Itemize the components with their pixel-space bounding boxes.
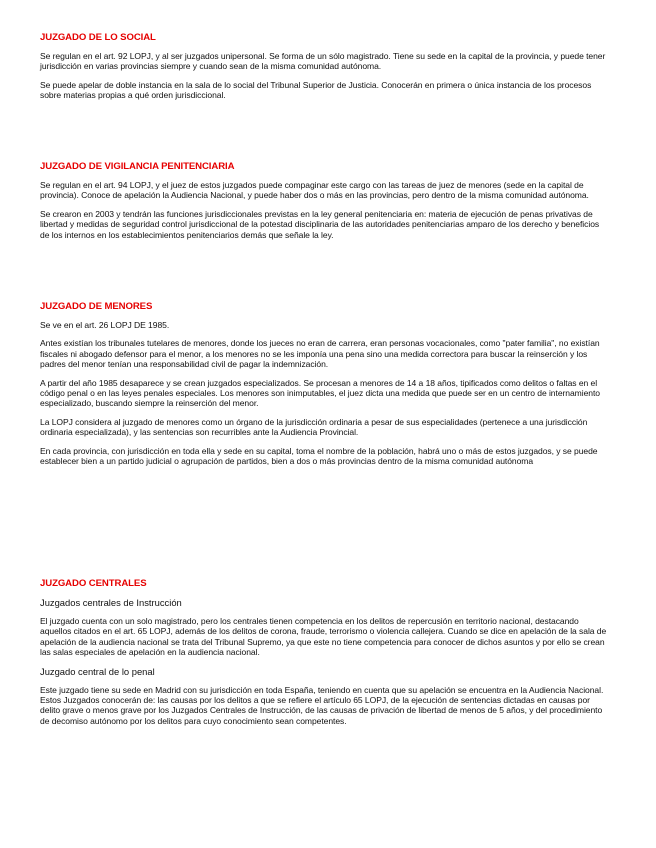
section-title: JUZGADO CENTRALES [40, 578, 147, 589]
subsection-title: Juzgados centrales de Instrucción [40, 597, 182, 608]
section-juzgados-centrales [40, 578, 608, 734]
paragraph: Este juzgado tiene su sede en Madrid con su jurisdicción en toda España, teniendo en cuenta que su apelación se encuentra en la Audiencia Nacional. Estos Juzgados conocerán de: las causas por los delitos a que se refiere el artículo 65 LOPJ, de la ejecución de sentencias dictadas en causas por delito grave o menos grave por los Juzgados Centrales de Instrucción, de las causas de privación de libertad de menos de 5 años, y del procedimiento de decomiso autónomo por los delitos para cuyo conocimiento sean competentes. [40, 684, 604, 726]
paragraph: Se regulan en el art. 92 LOPJ, y al ser juzgados unipersonal. Se forma de un sólo magistrado. Tiene su sede en la capital de la provincia, y puede tener jurisdicción en varias provincias siempre y cuando sean de la misma comunidad autónoma. [40, 51, 606, 72]
section-title: JUZGADO DE MENORES [40, 301, 153, 312]
paragraph: Se puede apelar de doble instancia en la sala de lo social del Tribunal Superior de Justicia. Conocerán en primera o única instancia de los procesos sobre materias propias a qué orden jurisdiccional. [40, 79, 592, 101]
section-vigilancia-penitenciaria [40, 161, 608, 248]
paragraph: Se regulan en el art. 94 LOPJ, y el juez de estos juzgados puede compaginar este cargo con las tareas de juez de menores (sede en la capital de provincia). Conoce de apelación la Audiencia Nacional, y puede haber dos o más en las provincias, pero dentro de la misma comunidad autónoma. [40, 180, 589, 201]
section-title: JUZGADO DE VIGILANCIA PENITENCIARIA [40, 161, 235, 172]
section-title: JUZGADO DE LO SOCIAL [40, 32, 156, 43]
section-juzgado-social [40, 32, 608, 109]
paragraph: A partir del año 1985 desaparece y se crean juzgados especializados. Se procesan a menores de 14 a 18 años, tipificados como delitos o faltas en el código penal o en las leyes penales especiales. Los menores son inimputables, el juez dicta una medida que puede ser en un centro de internamiento especializado, buscando siempre la reinserción del menor. [40, 377, 600, 409]
paragraph: Se crearon en 2003 y tendrán las funciones jurisdiccionales previstas en la ley general penitenciaria en: materia de ejecución de penas privativas de libertad y medidas de seguridad control jurisdiccional de la potestad disciplinaria de las autoridades penitenciarias amparo de los derecho y beneficios de los internos en los establecimientos penitenciarios demás que señale la ley. [40, 208, 600, 240]
paragraph: En cada provincia, con jurisdicción en toda ella y sede en su capital, toma el nombre de la población, habrá uno o más de estos juzgados, y se puede establecer bien a un partido judicial o agrupación de partidos, bien a dos o más provincias dentro de la misma comunidad autónoma [40, 445, 598, 467]
paragraph: Se ve en el art. 26 LOPJ DE 1985. [40, 320, 170, 330]
section-juzgado-menores [40, 301, 608, 474]
subsection-title: Juzgado central de lo penal [40, 665, 155, 677]
paragraph: El juzgado cuenta con un solo magistrado, pero los centrales tienen competencia en los delitos de repercusión en territorio nacional, destacando aquellos citados en el art. 65 LOPJ, además de los delitos de corona, fraude, terrorismo o violencia callejera. Cuando se dice en apelación de la sala de apelación de la audiencia nacional se trata del Tribunal Supremo, ya que este no tiene competencia para conocer de dichos asuntos y por ello se crean las salas especiales de apelación en la audiencia nacional. [40, 616, 607, 658]
paragraph: Antes existían los tribunales tutelares de menores, donde los jueces no eran de carrera, eran personas vocacionales, como "pater familia", no existían fiscales ni abogado defensor para el menor, a los menores no se les imponía una pena sino una medida correctora para buscar la reinserción y los padres del menor tenían una responsabilidad civil de pagar la indemnización. [40, 338, 600, 370]
paragraph: La LOPJ considera al juzgado de menores como un órgano de la jurisdicción ordinaria a pesar de sus especialidades (pertenece a una jurisdicción ordinaria especializada), y las sentencias son recurribles ante la Audiencia Provincial. [40, 416, 588, 438]
